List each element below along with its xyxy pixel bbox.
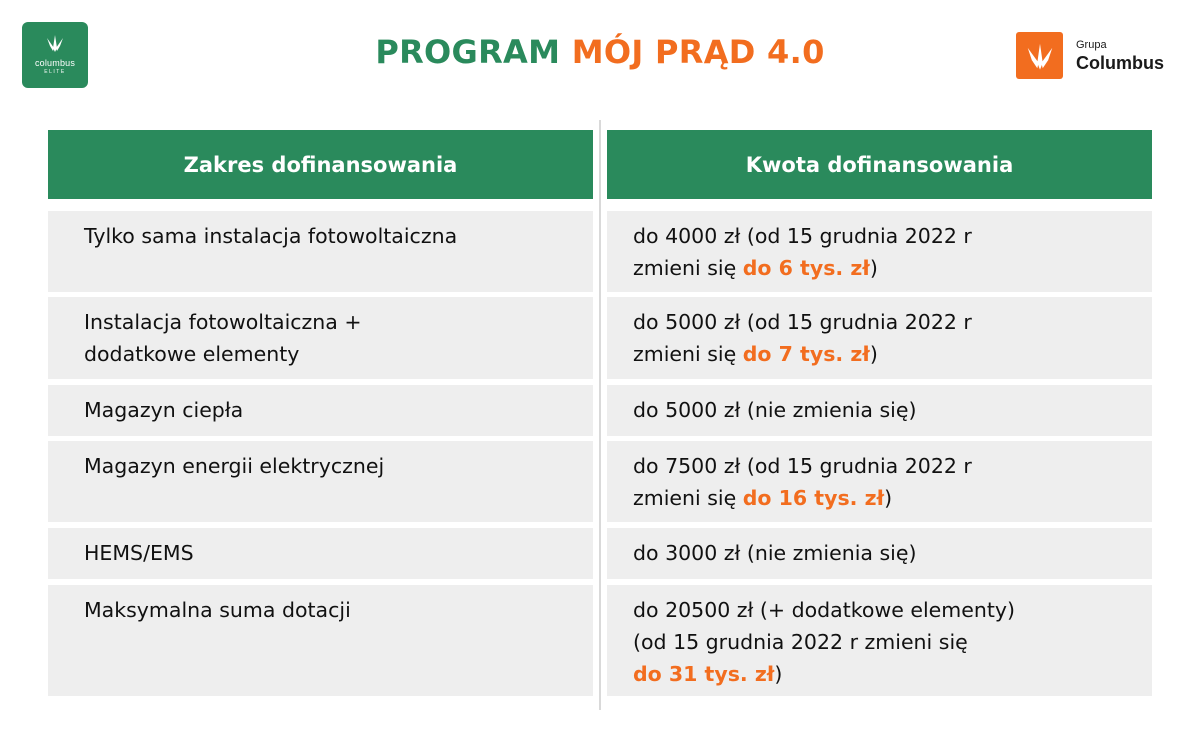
amount-highlight: do 6 tys. zł (742, 256, 870, 280)
amount-line (633, 482, 1152, 514)
amount-text: do 3000 zł (nie zmienia się) (633, 541, 917, 565)
amount-line (633, 658, 1152, 690)
logo-text-grupa: Grupa (1076, 38, 1107, 51)
table-header-amount: Kwota dofinansowania (607, 130, 1152, 199)
amount-line (633, 338, 1152, 370)
scope-text: Magazyn ciepła (84, 398, 244, 422)
amount-line: (od 15 grudnia 2022 r zmieni się (633, 630, 968, 654)
scope-text: Magazyn energii elektrycznej (84, 454, 385, 478)
table-row-amount (607, 211, 1152, 292)
table-row-scope (48, 585, 593, 696)
amount-text (633, 441, 1152, 514)
amount-highlight: do 31 tys. zł (633, 662, 775, 686)
amount-text-post: ) (869, 342, 878, 366)
amount-text (633, 585, 1152, 690)
amount-text-pre: zmieni się (633, 256, 743, 280)
table-header-scope: Zakres dofinansowania (48, 130, 593, 199)
logo-text-columbus: Columbus (1076, 52, 1164, 73)
amount-text (633, 297, 1152, 370)
table-row-scope (48, 441, 593, 522)
amount-text-post: ) (869, 256, 878, 280)
amount-line: do 5000 zł (od 15 grudnia 2022 r (633, 310, 972, 334)
scope-text: Tylko sama instalacja fotowoltaiczna (84, 224, 458, 248)
table-row-amount (607, 441, 1152, 522)
table-row-amount (607, 528, 1152, 579)
amount-line: do 20500 zł (+ dodatkowe elementy) (633, 598, 1016, 622)
amount-line: do 7500 zł (od 15 grudnia 2022 r (633, 454, 972, 478)
logo-sub-text: ELITE (44, 69, 66, 75)
table-row-amount (607, 585, 1152, 696)
scope-line: Instalacja fotowoltaiczna + (84, 310, 362, 334)
table-row-amount (607, 385, 1152, 436)
table-row-scope (48, 528, 593, 579)
logo-text (1076, 40, 1164, 72)
table-row-scope (48, 297, 593, 379)
scope-text: Maksymalna suma dotacji (84, 598, 351, 622)
table-row-scope (48, 211, 593, 292)
amount-text-pre: zmieni się (633, 486, 743, 510)
scope-text (84, 297, 593, 370)
amount-text-post: ) (884, 486, 893, 510)
amount-text-pre: zmieni się (633, 342, 743, 366)
amount-highlight: do 7 tys. zł (742, 342, 870, 366)
table-row-amount (607, 297, 1152, 379)
amount-line (633, 252, 1152, 284)
title-part-program-name: MÓJ PRĄD 4.0 (571, 33, 825, 71)
scope-text: HEMS/EMS (84, 541, 194, 565)
amount-text: do 5000 zł (nie zmienia się) (633, 398, 917, 422)
amount-highlight: do 16 tys. zł (742, 486, 885, 510)
amount-text (633, 211, 1152, 284)
amount-line: do 4000 zł (od 15 grudnia 2022 r (633, 224, 972, 248)
logo-square (1016, 32, 1063, 79)
amount-text-post: ) (774, 662, 783, 686)
columbus-leaf-icon (1025, 41, 1055, 71)
scope-line: dodatkowe elementy (84, 342, 300, 366)
column-divider (599, 120, 601, 710)
grupa-columbus-logo (1016, 32, 1164, 79)
table-row-scope (48, 385, 593, 436)
logo-brand-text: columbus (34, 58, 76, 68)
title-part-program: PROGRAM (375, 33, 561, 71)
